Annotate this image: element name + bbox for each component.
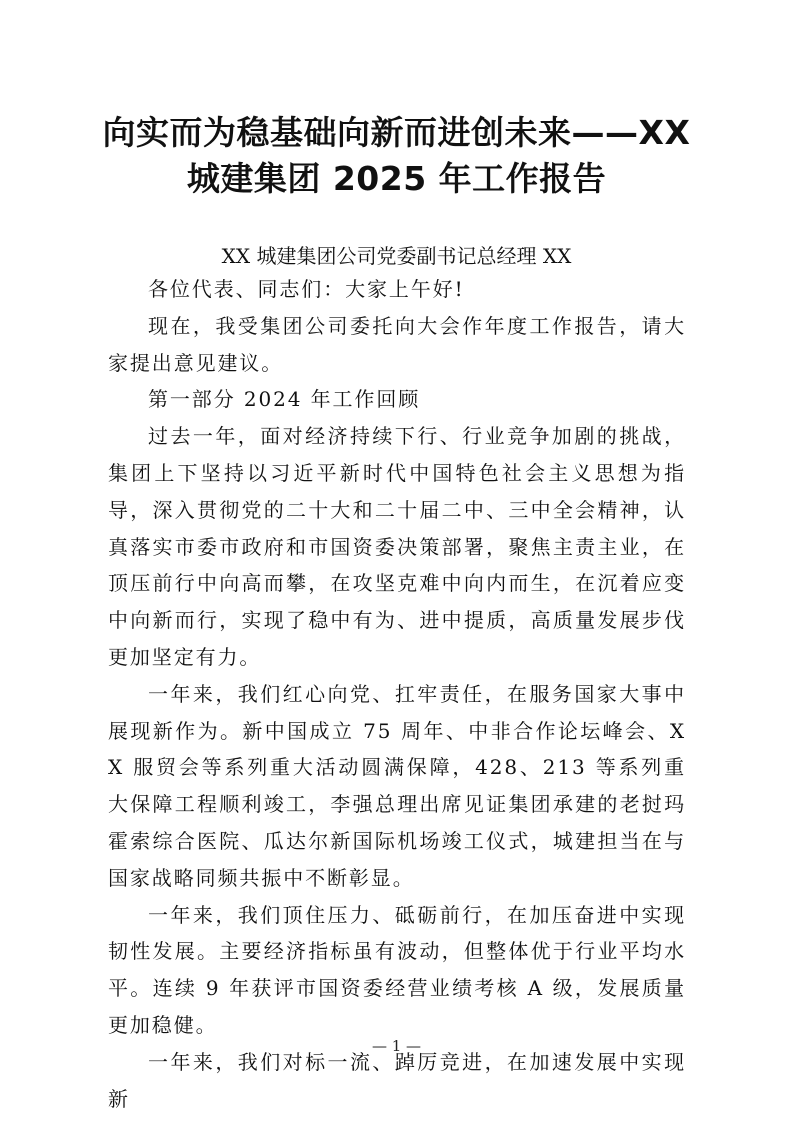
- intro-paragraph: 现在，我受集团公司委托向大会作年度工作报告，请大家提出意见建议。: [108, 313, 686, 375]
- title-line-1: 向实而为稳基础向新而进创未来——XX: [102, 113, 691, 152]
- document-body: [108, 271, 686, 1117]
- author-line: XX 城建集团公司党委副书记总经理 XX: [221, 244, 572, 268]
- body-paragraph: 一年来，我们对标一流、踔厉竞进，在加速发展中实现新: [108, 1049, 686, 1111]
- document-title: [100, 110, 693, 202]
- body-paragraph: 一年来，我们红心向党、扛牢责任，在服务国家大事中展现新作为。新中国成立 75 周年、中非合作论坛峰会、XX 服贸会等系列重大活动圆满保障，428、213 等系列重大保障工程顺利竣工，李强总理出席见证集团承建的老挝玛霍索综合医院、瓜达尔新国际机场竣工仪式，城建担当在与国家战略同频共振中不断彰显。: [108, 681, 686, 890]
- section-heading: 第一部分 2024 年工作回顾: [148, 387, 421, 412]
- title-line-2: 城建集团 2025 年工作报告: [186, 159, 607, 198]
- page-number: — 1 —: [371, 1037, 422, 1055]
- greeting-paragraph: 各位代表、同志们：大家上午好!: [148, 277, 465, 301]
- body-paragraph: 过去一年，面对经济持续下行、行业竞争加剧的挑战，集团上下坚持以习近平新时代中国特色社会主义思想为指导，深入贯彻党的二十大和二十届二中、三中全会精神，认真落实市委市政府和市国资委决策部署，聚焦主责主业，在顶压前行中向高而攀，在攻坚克难中向内而生，在沉着应变中向新而行，实现了稳中有为、进中提质，高质量发展步伐更加坚定有力。: [108, 424, 686, 669]
- body-paragraph: 一年来，我们顶住压力、砥砺前行，在加压奋进中实现韧性发展。主要经济指标虽有波动，但整体优于行业平均水平。连续 9 年获评市国资委经营业绩考核 A 级，发展质量更加稳健。: [108, 902, 686, 1037]
